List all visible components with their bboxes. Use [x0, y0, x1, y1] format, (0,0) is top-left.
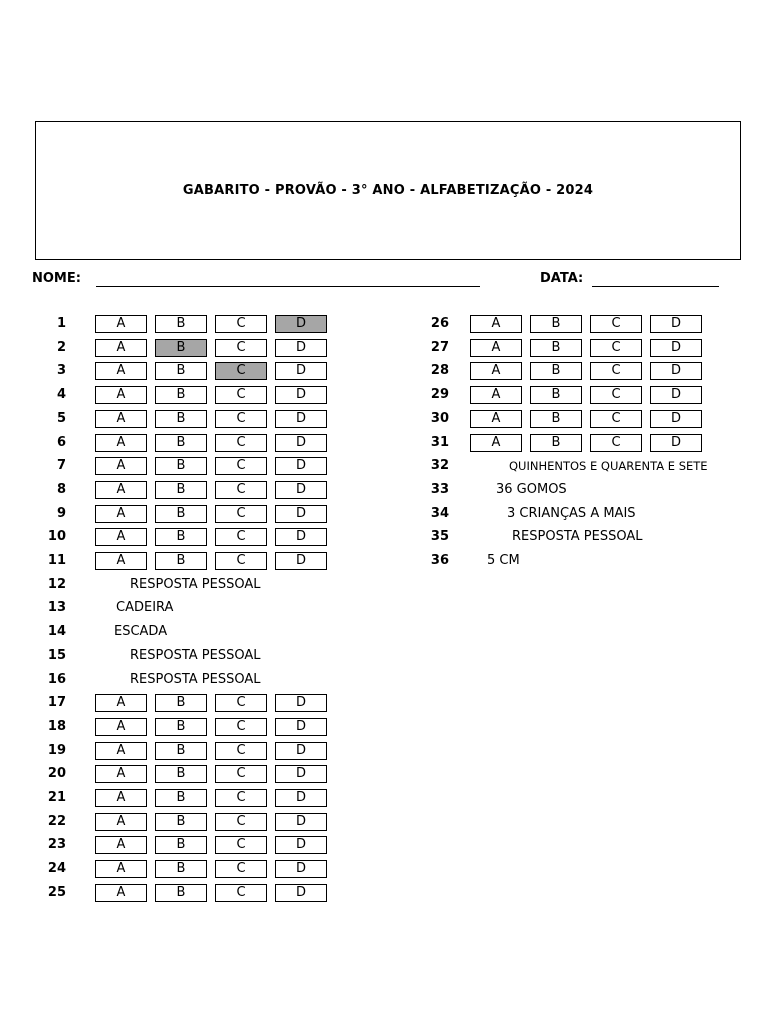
question-number: 31	[430, 434, 449, 450]
option-b-box[interactable]: B	[155, 884, 207, 902]
option-c-box[interactable]: C	[215, 836, 267, 854]
question-row	[0, 742, 384, 760]
option-c-box[interactable]: C	[215, 860, 267, 878]
option-a-box[interactable]: A	[95, 765, 147, 783]
option-c-box[interactable]: C	[215, 481, 267, 499]
option-a-box[interactable]: A	[95, 813, 147, 831]
option-d-box[interactable]: D	[275, 434, 327, 452]
question-row	[384, 434, 768, 452]
question-row	[384, 481, 768, 499]
question-number: 8	[56, 481, 66, 497]
question-number: 20	[47, 766, 66, 782]
question-row	[0, 339, 384, 357]
option-c-box[interactable]: C	[215, 765, 267, 783]
option-d-box[interactable]: D	[275, 339, 327, 357]
option-a-box[interactable]: A	[95, 362, 147, 380]
written-answer: RESPOSTA PESSOAL	[130, 576, 261, 592]
option-c-box[interactable]: C	[215, 386, 267, 404]
question-row	[0, 481, 384, 499]
option-d-box[interactable]: D	[275, 884, 327, 902]
option-b-box[interactable]: B	[155, 694, 207, 712]
option-d-box[interactable]: D	[275, 694, 327, 712]
question-number: 9	[56, 505, 66, 521]
question-number: 2	[56, 339, 66, 355]
question-number: 19	[47, 742, 66, 758]
option-a-box[interactable]: A	[95, 884, 147, 902]
option-c-box[interactable]: C	[590, 386, 642, 404]
question-number: 4	[56, 387, 66, 403]
option-a-box[interactable]: A	[470, 315, 522, 333]
question-number: 5	[56, 410, 66, 426]
question-row	[0, 599, 384, 617]
option-b-box[interactable]: B	[155, 836, 207, 854]
name-field[interactable]	[96, 286, 480, 287]
question-number: 35	[430, 529, 449, 545]
option-c-box[interactable]: C	[215, 434, 267, 452]
option-b-box[interactable]: B	[530, 386, 582, 404]
question-number: 10	[47, 529, 66, 545]
option-d-box[interactable]: D	[275, 789, 327, 807]
option-b-box[interactable]: B	[530, 339, 582, 357]
option-d-box[interactable]: D	[275, 386, 327, 404]
option-a-box[interactable]: A	[470, 434, 522, 452]
option-c-box[interactable]: C	[590, 410, 642, 428]
option-b-box[interactable]: B	[155, 457, 207, 475]
option-b-box[interactable]: B	[155, 481, 207, 499]
option-c-box[interactable]: C	[590, 434, 642, 452]
question-number: 28	[430, 363, 449, 379]
written-answer: RESPOSTA PESSOAL	[130, 647, 261, 663]
question-number: 7	[56, 458, 66, 474]
question-number: 24	[47, 861, 66, 877]
question-row	[0, 789, 384, 807]
option-b-box[interactable]: B	[155, 315, 207, 333]
question-row	[0, 765, 384, 783]
option-c-box[interactable]: C	[590, 315, 642, 333]
option-a-box[interactable]: A	[95, 505, 147, 523]
question-number: 14	[47, 624, 66, 640]
option-d-box[interactable]: D	[275, 860, 327, 878]
option-d-box[interactable]: D	[650, 434, 702, 452]
option-d-box[interactable]: D	[275, 765, 327, 783]
date-label: DATA:	[540, 271, 584, 286]
written-answer: RESPOSTA PESSOAL	[512, 529, 643, 545]
written-answer: CADEIRA	[116, 600, 174, 616]
written-answer: QUINHENTOS E QUARENTA E SETE	[509, 459, 708, 474]
page-title: GABARITO - PROVÃO - 3° ANO - ALFABETIZAÇÃO - 2024	[182, 183, 594, 198]
option-c-box[interactable]: C	[215, 813, 267, 831]
option-c-box[interactable]: C	[215, 884, 267, 902]
question-number: 33	[430, 481, 449, 497]
question-row	[384, 315, 768, 333]
question-row	[384, 410, 768, 428]
option-d-box[interactable]: D	[275, 481, 327, 499]
option-b-box[interactable]: B	[155, 410, 207, 428]
question-number: 25	[47, 884, 66, 900]
question-row	[0, 860, 384, 878]
option-a-box[interactable]: A	[95, 860, 147, 878]
option-c-box[interactable]: C	[215, 742, 267, 760]
question-number: 34	[430, 505, 449, 521]
option-a-box[interactable]: A	[95, 694, 147, 712]
question-row	[0, 694, 384, 712]
question-row	[0, 647, 384, 665]
question-number: 13	[47, 600, 66, 616]
question-row	[384, 457, 768, 475]
question-number: 6	[56, 434, 66, 450]
date-field[interactable]	[592, 286, 719, 287]
option-a-box[interactable]: A	[95, 457, 147, 475]
written-answer: ESCADA	[114, 624, 168, 640]
question-row	[0, 505, 384, 523]
question-row	[0, 813, 384, 831]
question-number: 1	[56, 316, 66, 331]
option-d-box[interactable]: D	[275, 315, 327, 333]
option-c-box[interactable]: C	[215, 694, 267, 712]
option-d-box[interactable]: D	[275, 742, 327, 760]
option-a-box[interactable]: A	[95, 742, 147, 760]
option-d-box[interactable]: D	[650, 362, 702, 380]
option-a-box[interactable]: A	[95, 789, 147, 807]
option-a-box[interactable]: A	[95, 434, 147, 452]
question-number: 23	[47, 837, 66, 853]
question-number: 12	[47, 576, 66, 592]
question-number: 15	[47, 647, 66, 663]
question-number: 22	[47, 813, 66, 829]
option-a-box[interactable]: A	[95, 552, 147, 570]
option-c-box[interactable]: C	[215, 789, 267, 807]
option-c-box[interactable]: C	[215, 315, 267, 333]
question-row	[0, 386, 384, 404]
question-number: 18	[47, 718, 66, 734]
question-row	[0, 434, 384, 452]
option-a-box[interactable]: A	[95, 386, 147, 404]
option-a-box[interactable]: A	[95, 410, 147, 428]
question-number: 21	[47, 790, 66, 805]
question-row	[0, 315, 384, 333]
written-answer: 36 GOMOS	[496, 481, 567, 497]
option-d-box[interactable]: D	[275, 505, 327, 523]
option-c-box[interactable]: C	[215, 552, 267, 570]
option-d-box[interactable]: D	[275, 836, 327, 854]
option-a-box[interactable]: A	[95, 836, 147, 854]
question-row	[0, 836, 384, 854]
written-answer: 5 CM	[487, 553, 520, 568]
option-a-box[interactable]: A	[95, 315, 147, 333]
question-row	[0, 671, 384, 689]
option-b-box[interactable]: B	[530, 362, 582, 380]
question-number: 30	[430, 410, 449, 426]
question-row	[0, 457, 384, 475]
option-a-box[interactable]: A	[95, 718, 147, 736]
option-d-box[interactable]: D	[650, 339, 702, 357]
option-d-box[interactable]: D	[275, 718, 327, 736]
option-b-box[interactable]: B	[155, 860, 207, 878]
option-b-box[interactable]: B	[155, 765, 207, 783]
question-number: 32	[430, 458, 449, 474]
option-d-box[interactable]: D	[275, 457, 327, 475]
option-c-box[interactable]: C	[215, 339, 267, 357]
option-b-box[interactable]: B	[155, 434, 207, 452]
question-row	[384, 339, 768, 357]
question-row	[0, 623, 384, 641]
question-row	[384, 552, 768, 570]
question-number: 17	[47, 695, 66, 711]
option-b-box[interactable]: B	[155, 386, 207, 404]
question-number: 26	[430, 316, 449, 331]
question-number: 3	[56, 363, 66, 379]
option-c-box[interactable]: C	[590, 362, 642, 380]
written-answer: RESPOSTA PESSOAL	[130, 671, 261, 687]
option-c-box[interactable]: C	[215, 528, 267, 546]
option-c-box[interactable]: C	[590, 339, 642, 357]
option-d-box[interactable]: D	[650, 386, 702, 404]
option-d-box[interactable]: D	[275, 528, 327, 546]
option-a-box[interactable]: A	[95, 528, 147, 546]
option-a-box[interactable]: A	[95, 481, 147, 499]
question-row	[0, 884, 384, 902]
question-row	[0, 362, 384, 380]
header-box	[35, 121, 741, 260]
option-c-box[interactable]: C	[215, 457, 267, 475]
name-label: NOME:	[32, 271, 81, 286]
option-d-box[interactable]: D	[275, 552, 327, 570]
option-a-box[interactable]: A	[470, 386, 522, 404]
option-b-box[interactable]: B	[155, 742, 207, 760]
option-d-box[interactable]: D	[275, 410, 327, 428]
question-number: 11	[47, 553, 66, 568]
option-b-box[interactable]: B	[155, 552, 207, 570]
question-row	[384, 386, 768, 404]
written-answer: 3 CRIANÇAS A MAIS	[507, 505, 636, 521]
option-b-box[interactable]: B	[155, 339, 207, 357]
option-b-box[interactable]: B	[155, 718, 207, 736]
option-b-box[interactable]: B	[530, 434, 582, 452]
option-a-box[interactable]: A	[470, 362, 522, 380]
question-row	[0, 552, 384, 570]
option-c-box[interactable]: C	[215, 410, 267, 428]
question-row	[384, 505, 768, 523]
option-b-box[interactable]: B	[155, 505, 207, 523]
question-row	[0, 528, 384, 546]
option-a-box[interactable]: A	[95, 339, 147, 357]
question-number: 16	[47, 671, 66, 687]
question-row	[384, 528, 768, 546]
option-b-box[interactable]: B	[155, 362, 207, 380]
question-row	[0, 718, 384, 736]
option-b-box[interactable]: B	[155, 813, 207, 831]
option-d-box[interactable]: D	[275, 362, 327, 380]
option-b-box[interactable]: B	[155, 528, 207, 546]
option-d-box[interactable]: D	[650, 410, 702, 428]
option-c-box[interactable]: C	[215, 362, 267, 380]
option-b-box[interactable]: B	[530, 315, 582, 333]
question-number: 27	[430, 339, 449, 355]
option-b-box[interactable]: B	[530, 410, 582, 428]
option-d-box[interactable]: D	[275, 813, 327, 831]
question-number: 29	[430, 387, 449, 403]
option-a-box[interactable]: A	[470, 339, 522, 357]
option-b-box[interactable]: B	[155, 789, 207, 807]
option-c-box[interactable]: C	[215, 718, 267, 736]
question-row	[0, 410, 384, 428]
question-row	[0, 576, 384, 594]
option-d-box[interactable]: D	[650, 315, 702, 333]
question-row	[384, 362, 768, 380]
option-c-box[interactable]: C	[215, 505, 267, 523]
question-number: 36	[430, 553, 449, 568]
option-a-box[interactable]: A	[470, 410, 522, 428]
